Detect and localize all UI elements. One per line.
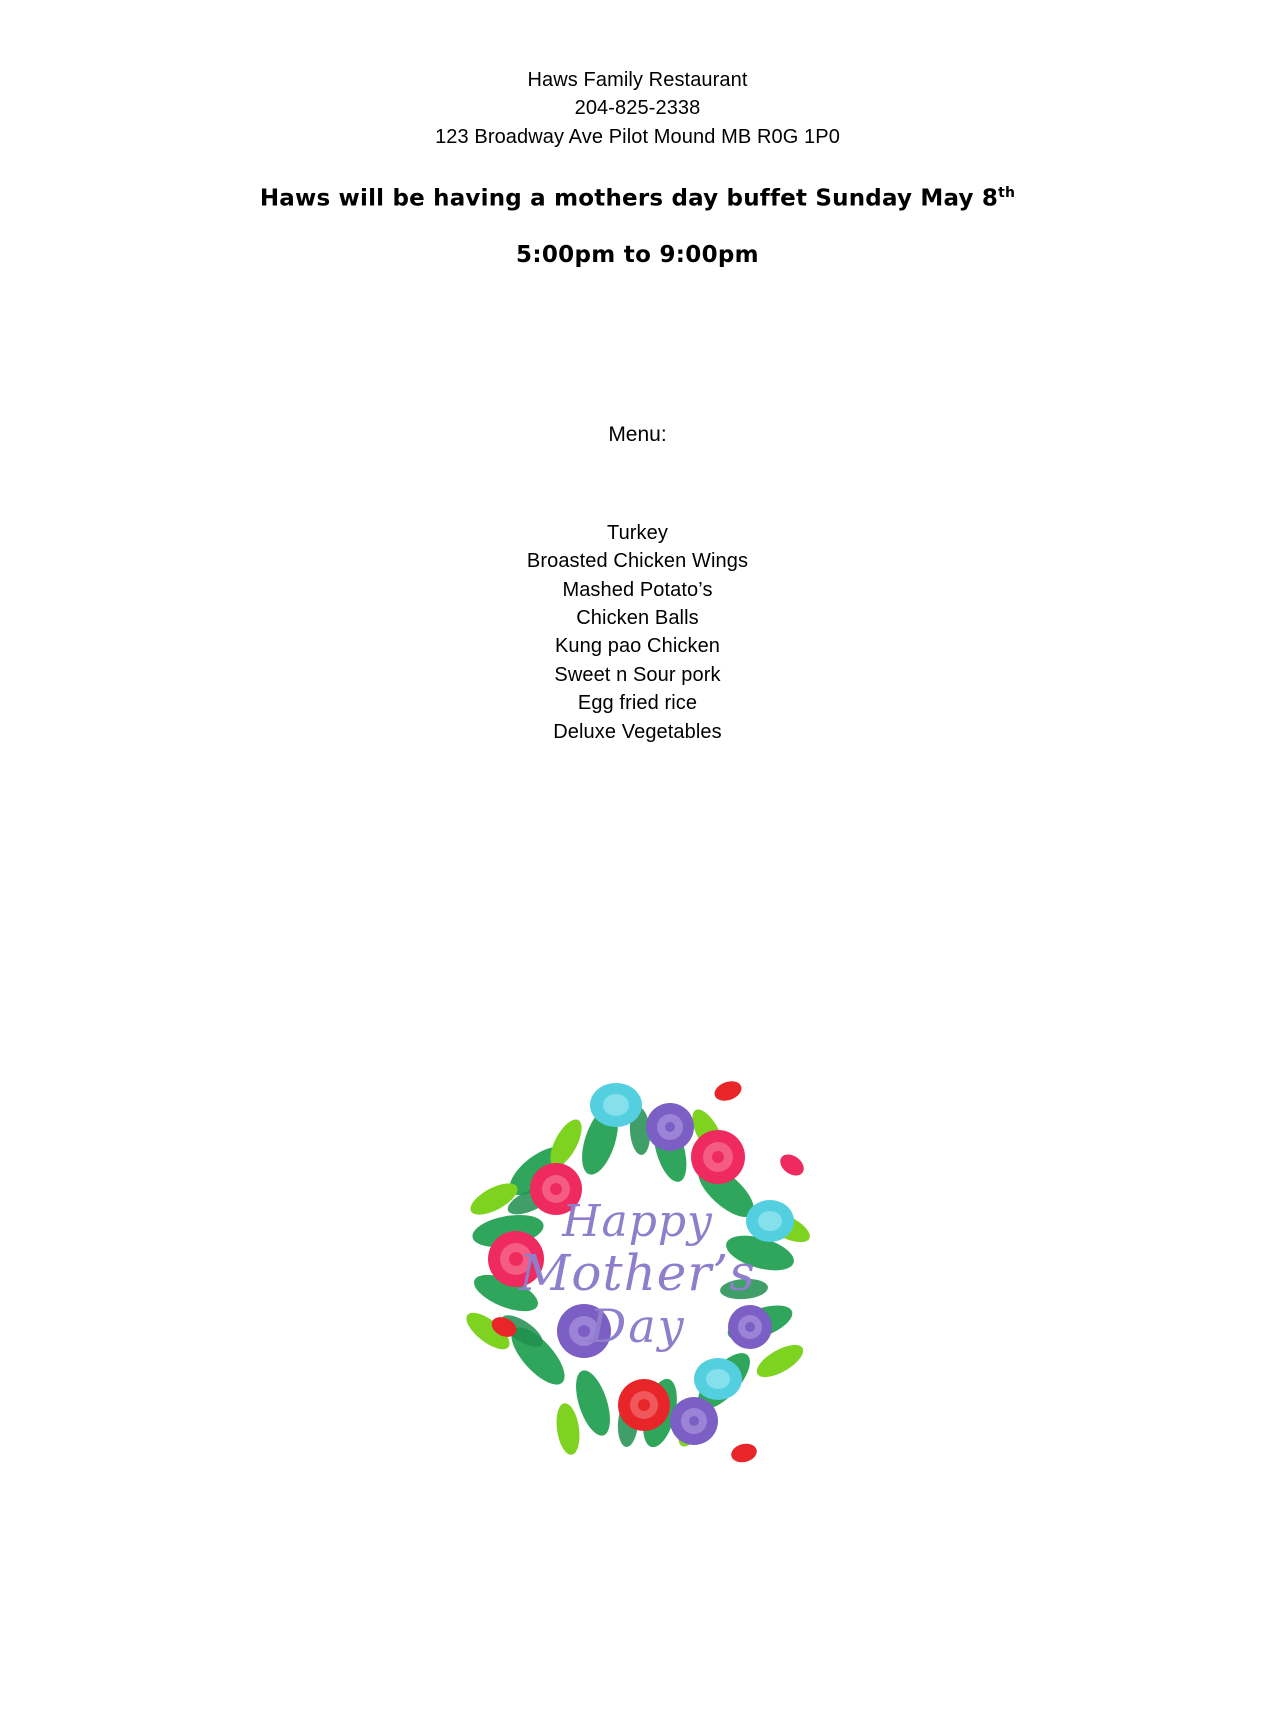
greeting-line-1: Happy [562, 1196, 713, 1247]
greeting-line-3: Day [589, 1298, 686, 1353]
document-page [0, 66, 1275, 1716]
announcement-headline-text: Haws will be having a mothers day buffet Sunday May 8 [259, 185, 999, 212]
announcement-block [0, 185, 1275, 268]
menu-item: Chicken Balls [576, 607, 699, 629]
greeting-line-2: Mother’s [519, 1244, 756, 1303]
floral-wreath-svg [388, 1031, 888, 1501]
menu-item: Mashed Potato’s [562, 578, 713, 601]
menu-items-list [0, 519, 1275, 746]
restaurant-header [0, 66, 1275, 151]
menu-item: Sweet n Sour pork [554, 663, 721, 686]
mothers-day-graphic [0, 1031, 1275, 1501]
menu-item: Broasted Chicken Wings [526, 550, 749, 573]
restaurant-phone: 204-825-2338 [574, 97, 701, 120]
menu-item: Kung pao Chicken [554, 635, 721, 658]
floral-wreath-icon [388, 1031, 888, 1501]
announcement-time: 5:00pm to 9:00pm [516, 241, 759, 268]
menu-item: Deluxe Vegetables [553, 720, 722, 743]
restaurant-name: Haws Family Restaurant [527, 69, 748, 91]
menu-item: Egg fried rice [577, 692, 698, 715]
restaurant-address: 123 Broadway Ave Pilot Mound MB R0G 1P0 [435, 125, 840, 148]
announcement-headline [0, 185, 1275, 212]
menu-label: Menu: [608, 422, 667, 446]
menu-item: Turkey [607, 521, 668, 544]
announcement-ordinal-suffix: th [998, 185, 1016, 202]
